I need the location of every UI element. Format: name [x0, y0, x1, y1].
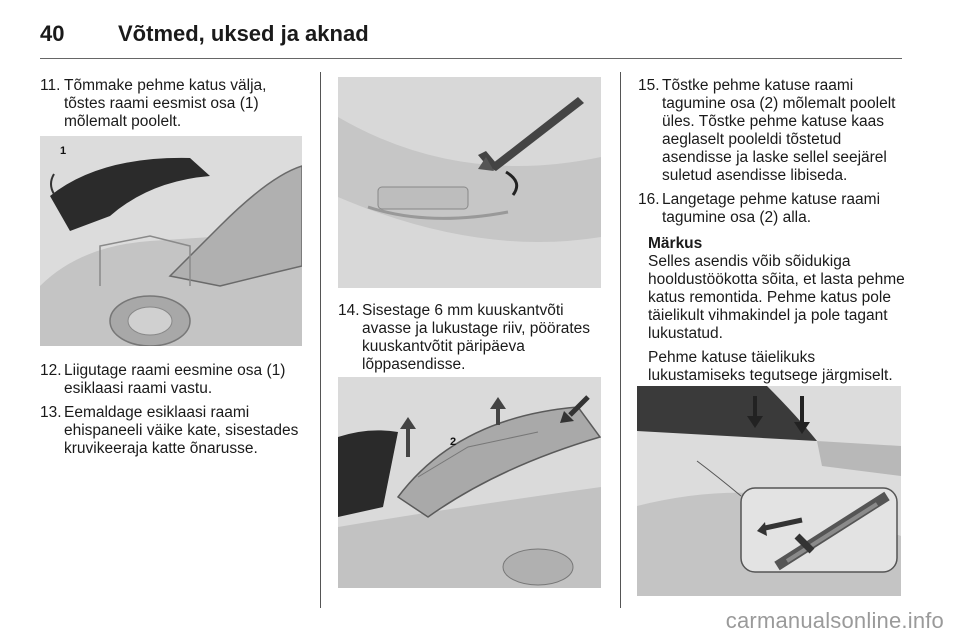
step-11 [40, 77, 312, 131]
step-text: Liigutage raami eesmine osa (1) esiklaasi raami vastu. [64, 362, 286, 397]
step-text: Eemaldage esiklaasi raami ehispaneeli väike kate, sisestades kruvikeeraja katte õnarusse. [64, 404, 299, 457]
step-number: 12. [40, 362, 62, 379]
step-number: 13. [40, 404, 62, 421]
figure-callout: 2 [450, 436, 457, 448]
step-14 [338, 302, 614, 374]
figure-softtop-pull-illustration [40, 136, 302, 346]
step-number: 15. [638, 77, 660, 94]
column-divider-left [320, 72, 321, 608]
step-text: Langetage pehme katuse raami tagumine osa (2) alla. [662, 191, 881, 226]
note-followup: Pehme katuse täielikuks lukustamiseks tegutsege järgmiselt. [648, 349, 893, 384]
step-16 [638, 191, 904, 227]
note-text: Selles asendis võib sõidukiga hooldustöökotta sõita, et lasta pehme katus remontida. Pehme katus pole täielikult vihmakindel ja pole tagant lukustatud. [648, 253, 905, 342]
note-title: Märkus [648, 235, 703, 252]
header-rule [40, 58, 902, 59]
watermark: carmanualsonline.info [725, 608, 944, 633]
step-text: Tõmmake pehme katus välja, tõstes raami eesmist osa (1) mõlemalt poolelt. [64, 77, 267, 130]
figure-lock-detail-illustration [637, 386, 901, 596]
step-number: 11. [40, 77, 61, 94]
figure-softtop-pull [40, 136, 302, 346]
page-number: 40 [40, 21, 65, 46]
step-12 [40, 362, 312, 398]
figure-hex-key [338, 77, 601, 288]
figure-rear-lid [338, 377, 601, 588]
figure-lock-detail [637, 386, 901, 596]
page-header [40, 14, 369, 54]
step-text: Tõstke pehme katuse raami tagumine osa (2) mõlemalt poolelt üles. Tõstke pehme katuse kaas aeglaselt pooleldi tõstetud asendisse ja laske sellel seejärel suletud asendisse libiseda. [662, 77, 896, 184]
step-number: 14. [338, 302, 360, 319]
page-title: Võtmed, uksed ja aknad [118, 21, 369, 46]
column-divider-right [620, 72, 621, 608]
figure-callout: 1 [60, 145, 67, 157]
figure-hex-key-illustration [338, 77, 601, 288]
step-text: Sisestage 6 mm kuuskantvõti avasse ja lukustage riiv, pöörates kuuskantvõtit päripäeva lõppasendisse. [362, 302, 591, 373]
note-block [648, 235, 906, 385]
step-13 [40, 404, 312, 458]
step-15 [638, 77, 904, 185]
figure-rear-lid-illustration [338, 377, 601, 588]
step-number: 16. [638, 191, 660, 208]
